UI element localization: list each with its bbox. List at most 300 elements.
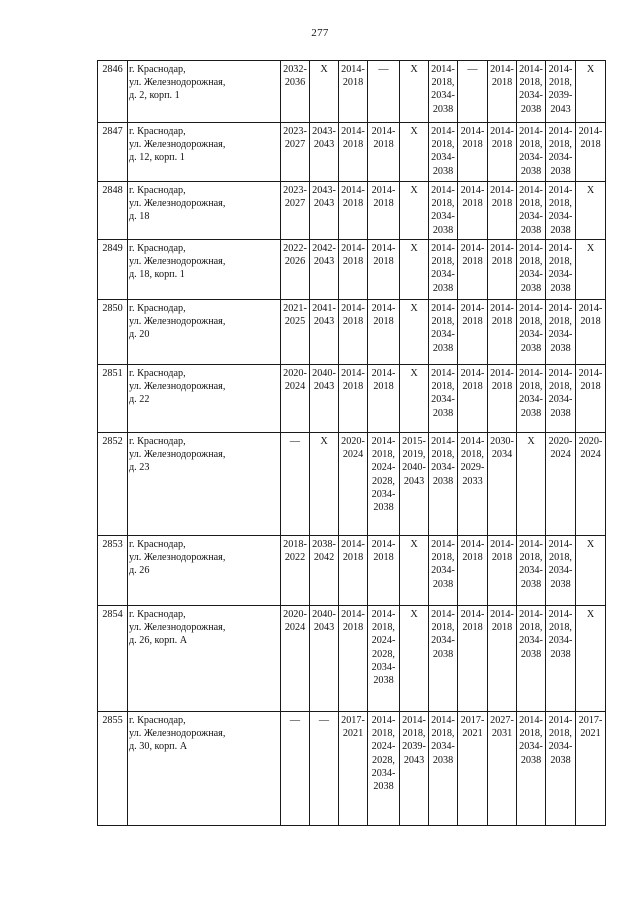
- period-cell: [546, 61, 576, 123]
- period-line: 2021: [342, 728, 364, 740]
- address-line: ул. Железнодорожная,: [129, 728, 226, 740]
- period-cell: [368, 61, 400, 123]
- address-cell: [128, 365, 281, 433]
- period-cell: [458, 712, 488, 826]
- period-line: 2034-: [519, 741, 543, 753]
- period-cell: [310, 123, 339, 182]
- period-cell: [429, 606, 458, 712]
- period-line: 2023-: [283, 126, 307, 137]
- period-line: 2015-: [402, 436, 426, 447]
- period-line: 2014-: [548, 368, 573, 379]
- period-cell: [339, 61, 368, 123]
- row-number: 2847: [98, 123, 128, 182]
- period-line: 2017-: [341, 715, 365, 726]
- period-line: 2014-: [431, 185, 455, 196]
- period-line: 2018: [491, 622, 513, 634]
- period-line: —: [318, 715, 330, 726]
- period-line: 2014-: [371, 303, 396, 314]
- period-line: 2014-: [431, 64, 455, 75]
- period-cell: [310, 433, 339, 536]
- period-line: 2018: [491, 256, 513, 268]
- period-line: X: [410, 185, 418, 196]
- period-cell: [488, 61, 517, 123]
- period-line: 2018: [342, 198, 364, 210]
- table-row: [98, 123, 637, 182]
- period-line: 2014-: [548, 715, 573, 726]
- period-cell: [488, 536, 517, 606]
- table-row: [98, 433, 637, 536]
- period-line: X: [527, 436, 535, 447]
- period-line: 2018: [373, 198, 394, 210]
- period-line: 2018: [462, 316, 483, 328]
- period-cell: [488, 182, 517, 240]
- period-line: 2038: [373, 781, 394, 793]
- period-cell: [310, 61, 339, 123]
- row-number: 2852: [98, 433, 128, 536]
- period-line: 2024: [580, 449, 601, 461]
- period-line: 2038: [432, 578, 454, 590]
- period-line: 2018: [462, 198, 483, 210]
- period-cell: [339, 240, 368, 300]
- period-line: 2020-: [283, 368, 307, 379]
- period-line: 2034-: [431, 741, 455, 753]
- address-cell: [128, 182, 281, 240]
- table-row: [98, 365, 637, 433]
- period-line: 2043-: [312, 126, 336, 137]
- period-line: 2034-: [519, 90, 543, 102]
- period-line: 2034-: [431, 211, 455, 223]
- period-line: 2018,: [519, 198, 543, 210]
- period-line: 2014-: [431, 436, 455, 447]
- period-line: 2041-: [312, 303, 336, 314]
- table-row: [98, 182, 637, 240]
- period-line: 2043: [313, 198, 335, 210]
- period-line: 2038: [550, 342, 571, 354]
- period-line: 2042-: [312, 243, 336, 254]
- period-line: 2014-: [519, 368, 543, 379]
- period-line: 2014-: [341, 243, 365, 254]
- period-line: 2018,: [549, 622, 572, 634]
- period-cell: [400, 182, 429, 240]
- address-line: д. 26: [129, 565, 150, 577]
- period-line: X: [586, 539, 595, 550]
- period-line: X: [586, 185, 595, 196]
- period-line: X: [410, 368, 418, 379]
- period-cell: [458, 240, 488, 300]
- period-line: 2018: [462, 552, 483, 564]
- period-cell: [400, 433, 429, 536]
- period-line: 2024: [284, 381, 306, 393]
- period-cell: [310, 240, 339, 300]
- period-cell: [368, 123, 400, 182]
- period-line: 2014-: [490, 539, 514, 550]
- address-line: ул. Железнодорожная,: [129, 449, 226, 461]
- address-cell: [128, 536, 281, 606]
- period-line: 2014-: [490, 368, 514, 379]
- period-cell: [339, 606, 368, 712]
- period-line: X: [410, 243, 418, 254]
- period-cell: [400, 300, 429, 365]
- period-line: 2033: [462, 475, 483, 487]
- period-cell: [458, 182, 488, 240]
- period-line: 2018,: [372, 728, 395, 740]
- period-line: 2014-: [431, 126, 455, 137]
- period-line: 2018,: [431, 381, 455, 393]
- period-line: 2014-: [578, 303, 603, 314]
- period-line: 2018,: [431, 256, 455, 268]
- period-line: 2038: [432, 103, 454, 115]
- period-line: 2017-: [460, 715, 485, 726]
- period-cell: [281, 536, 310, 606]
- period-line: —: [289, 715, 301, 726]
- period-cell: [458, 300, 488, 365]
- period-line: 2014-: [431, 243, 455, 254]
- period-cell: [546, 606, 576, 712]
- period-line: 2023-: [283, 185, 307, 196]
- period-line: 2038: [520, 282, 542, 294]
- period-line: 2018,: [431, 552, 455, 564]
- period-cell: [488, 365, 517, 433]
- period-cell: [368, 300, 400, 365]
- period-line: 2042: [313, 552, 335, 564]
- period-line: X: [320, 436, 328, 447]
- period-line: —: [289, 436, 301, 447]
- period-cell: [517, 240, 546, 300]
- period-line: 2018,: [431, 316, 455, 328]
- period-line: 2034-: [371, 488, 396, 500]
- period-line: 2018: [580, 316, 601, 328]
- period-cell: [368, 433, 400, 536]
- period-line: 2038: [432, 475, 454, 487]
- period-line: 2043: [313, 256, 335, 268]
- period-line: 2014-: [548, 64, 573, 75]
- period-cell: [576, 365, 606, 433]
- address-line: г. Краснодар,: [129, 126, 186, 137]
- period-cell: [576, 300, 606, 365]
- period-line: 2018,: [519, 381, 543, 393]
- period-cell: [546, 433, 576, 536]
- period-cell: [400, 712, 429, 826]
- period-line: 2014-: [431, 715, 455, 726]
- address-line: г. Краснодар,: [129, 715, 186, 726]
- period-line: 2038: [550, 648, 571, 660]
- period-cell: [458, 61, 488, 123]
- period-line: 2043: [403, 475, 425, 487]
- period-cell: [281, 123, 310, 182]
- address-line: ул. Железнодорожная,: [129, 256, 226, 268]
- period-line: 2014-: [490, 609, 514, 620]
- period-line: 2034-: [431, 635, 455, 647]
- period-line: 2018,: [431, 139, 455, 151]
- period-line: 2018,: [549, 77, 572, 89]
- period-line: 2014-: [371, 243, 396, 254]
- period-line: 2022-: [283, 243, 307, 254]
- period-line: 2031: [491, 728, 513, 740]
- period-line: 2038: [520, 103, 542, 115]
- period-line: 2014-: [490, 185, 514, 196]
- period-line: 2019,: [402, 449, 426, 461]
- period-cell: [458, 365, 488, 433]
- row-number: 2854: [98, 606, 128, 712]
- period-line: 2014-: [548, 609, 573, 620]
- period-line: 2038: [432, 165, 454, 177]
- period-line: 2018,: [431, 77, 455, 89]
- period-cell: [429, 182, 458, 240]
- period-line: 2034-: [431, 152, 455, 164]
- period-cell: [576, 61, 606, 123]
- period-cell: [429, 536, 458, 606]
- period-line: 2018: [373, 552, 394, 564]
- address-line: д. 18, корп. 1: [129, 269, 185, 281]
- period-cell: [368, 712, 400, 826]
- period-cell: [517, 536, 546, 606]
- address-line: ул. Железнодорожная,: [129, 198, 226, 210]
- period-cell: [339, 433, 368, 536]
- period-line: 2018,: [549, 381, 572, 393]
- period-line: 2039-: [548, 90, 573, 102]
- row-number: 2853: [98, 536, 128, 606]
- period-line: 2014-: [460, 243, 485, 254]
- period-cell: [368, 365, 400, 433]
- period-line: 2014-: [341, 539, 365, 550]
- period-cell: [281, 433, 310, 536]
- period-line: 2043: [313, 139, 335, 151]
- period-line: 2014-: [431, 609, 455, 620]
- period-line: 2038: [550, 578, 571, 590]
- period-cell: [310, 182, 339, 240]
- period-line: 2029-: [460, 462, 485, 474]
- period-cell: [310, 365, 339, 433]
- registry-table: [97, 60, 637, 826]
- period-line: 2038: [432, 407, 454, 419]
- period-line: 2014-: [371, 126, 396, 137]
- address-line: г. Краснодар,: [129, 243, 186, 254]
- period-line: 2028,: [372, 648, 395, 660]
- period-line: 2040-: [312, 368, 336, 379]
- table-row: [98, 712, 637, 826]
- period-line: 2014-: [490, 243, 514, 254]
- period-line: 2043: [313, 381, 335, 393]
- period-line: 2018: [342, 256, 364, 268]
- period-line: 2018: [580, 381, 601, 393]
- period-line: 2020-: [341, 436, 365, 447]
- period-line: 2018,: [549, 198, 572, 210]
- period-line: 2038: [432, 282, 454, 294]
- period-line: 2018: [491, 198, 513, 210]
- period-cell: [281, 182, 310, 240]
- period-line: 2014-: [519, 609, 543, 620]
- period-line: 2014-: [548, 185, 573, 196]
- period-line: 2030-: [490, 436, 514, 447]
- period-line: 2034-: [548, 394, 573, 406]
- period-line: 2018,: [519, 622, 543, 634]
- period-line: 2034-: [548, 269, 573, 281]
- period-line: 2038: [520, 342, 542, 354]
- period-cell: [517, 433, 546, 536]
- period-cell: [368, 536, 400, 606]
- period-line: 2018-: [283, 539, 307, 550]
- period-line: 2036: [284, 77, 306, 89]
- period-line: 2034-: [548, 635, 573, 647]
- period-line: 2024-: [371, 741, 396, 753]
- period-line: 2034-: [431, 394, 455, 406]
- period-line: 2038: [520, 648, 542, 660]
- period-line: 2018,: [549, 139, 572, 151]
- period-line: 2028,: [372, 475, 395, 487]
- address-line: ул. Железнодорожная,: [129, 139, 226, 151]
- period-cell: [339, 300, 368, 365]
- period-line: 2018: [373, 381, 394, 393]
- period-line: 2034-: [548, 329, 573, 341]
- period-line: 2038: [520, 224, 542, 236]
- period-line: 2018,: [519, 316, 543, 328]
- period-line: 2014-: [460, 185, 485, 196]
- period-line: 2032-: [283, 64, 307, 75]
- period-line: 2014-: [341, 126, 365, 137]
- period-line: 2034-: [431, 329, 455, 341]
- period-cell: [517, 61, 546, 123]
- period-cell: [400, 606, 429, 712]
- period-line: 2034-: [371, 767, 396, 779]
- table-row: [98, 606, 637, 712]
- period-line: 2018,: [549, 728, 572, 740]
- address-line: д. 18: [129, 211, 150, 223]
- period-cell: [339, 182, 368, 240]
- period-line: 2018,: [519, 77, 543, 89]
- period-line: 2018: [342, 552, 364, 564]
- period-line: 2038: [432, 224, 454, 236]
- table-row: [98, 536, 637, 606]
- period-line: 2014-: [341, 368, 365, 379]
- period-line: 2014-: [371, 185, 396, 196]
- period-line: 2018,: [372, 449, 395, 461]
- period-line: 2018: [373, 256, 394, 268]
- period-line: 2018: [373, 139, 394, 151]
- period-line: 2038: [373, 502, 394, 514]
- period-line: 2022: [284, 552, 306, 564]
- address-line: д. 22: [129, 394, 150, 406]
- period-line: —: [467, 64, 478, 75]
- period-cell: [576, 433, 606, 536]
- period-line: 2014-: [519, 64, 543, 75]
- period-cell: [488, 712, 517, 826]
- period-cell: [517, 606, 546, 712]
- address-line: д. 26, корп. А: [129, 635, 188, 647]
- period-line: 2034-: [519, 269, 543, 281]
- period-cell: [339, 123, 368, 182]
- period-cell: [546, 712, 576, 826]
- period-cell: [400, 536, 429, 606]
- period-line: 2018,: [461, 449, 484, 461]
- row-number: 2851: [98, 365, 128, 433]
- period-line: 2038: [432, 648, 454, 660]
- registry-body: [98, 61, 637, 826]
- period-line: 2018: [491, 316, 513, 328]
- period-line: 2018,: [431, 449, 455, 461]
- period-cell: [458, 123, 488, 182]
- period-line: 2027: [284, 198, 306, 210]
- period-cell: [488, 123, 517, 182]
- period-line: 2043-: [312, 185, 336, 196]
- row-number: 2846: [98, 61, 128, 123]
- period-line: 2038: [520, 754, 542, 766]
- period-line: 2020-: [548, 436, 573, 447]
- period-line: 2018: [342, 316, 364, 328]
- period-line: 2018,: [549, 316, 572, 328]
- period-line: 2021: [462, 728, 483, 740]
- period-line: 2018,: [519, 552, 543, 564]
- period-line: 2014-: [519, 185, 543, 196]
- address-line: г. Краснодар,: [129, 368, 186, 379]
- period-line: 2014-: [519, 243, 543, 254]
- period-cell: [281, 300, 310, 365]
- period-line: 2014-: [548, 303, 573, 314]
- period-line: 2018: [462, 381, 483, 393]
- period-line: X: [410, 539, 418, 550]
- period-line: 2043: [550, 103, 571, 115]
- period-line: 2038: [550, 165, 571, 177]
- period-cell: [429, 365, 458, 433]
- period-line: 2018: [491, 139, 513, 151]
- period-line: 2014-: [548, 126, 573, 137]
- period-cell: [400, 61, 429, 123]
- period-line: X: [320, 64, 328, 75]
- period-line: 2018,: [431, 198, 455, 210]
- address-cell: [128, 606, 281, 712]
- period-line: X: [586, 243, 595, 254]
- address-line: г. Краснодар,: [129, 185, 186, 196]
- period-line: X: [410, 303, 418, 314]
- address-line: ул. Железнодорожная,: [129, 77, 226, 89]
- period-line: 2034-: [548, 741, 573, 753]
- period-cell: [488, 300, 517, 365]
- period-line: 2014-: [341, 609, 365, 620]
- period-line: 2038: [373, 675, 394, 687]
- period-cell: [546, 240, 576, 300]
- period-line: 2018,: [519, 256, 543, 268]
- period-line: 2034-: [431, 565, 455, 577]
- period-cell: [281, 240, 310, 300]
- period-cell: [400, 240, 429, 300]
- period-line: —: [378, 64, 389, 75]
- period-line: 2027: [284, 139, 306, 151]
- period-line: 2018: [342, 77, 364, 89]
- period-cell: [339, 712, 368, 826]
- period-line: 2018: [342, 381, 364, 393]
- period-line: 2039-: [402, 741, 426, 753]
- period-line: 2020-: [283, 609, 307, 620]
- period-line: 2014-: [341, 303, 365, 314]
- period-line: 2014-: [371, 609, 396, 620]
- period-line: 2034-: [431, 90, 455, 102]
- address-cell: [128, 300, 281, 365]
- address-line: д. 12, корп. 1: [129, 152, 185, 164]
- period-cell: [310, 300, 339, 365]
- period-line: 2014-: [519, 715, 543, 726]
- period-line: X: [586, 609, 595, 620]
- period-cell: [281, 61, 310, 123]
- row-number: 2855: [98, 712, 128, 826]
- period-cell: [429, 433, 458, 536]
- period-line: 2014-: [519, 539, 543, 550]
- period-cell: [576, 536, 606, 606]
- period-line: 2018,: [402, 728, 426, 740]
- period-line: 2014-: [548, 539, 573, 550]
- period-line: 2017-: [578, 715, 603, 726]
- address-cell: [128, 61, 281, 123]
- period-line: 2014-: [402, 715, 426, 726]
- period-line: 2034-: [431, 269, 455, 281]
